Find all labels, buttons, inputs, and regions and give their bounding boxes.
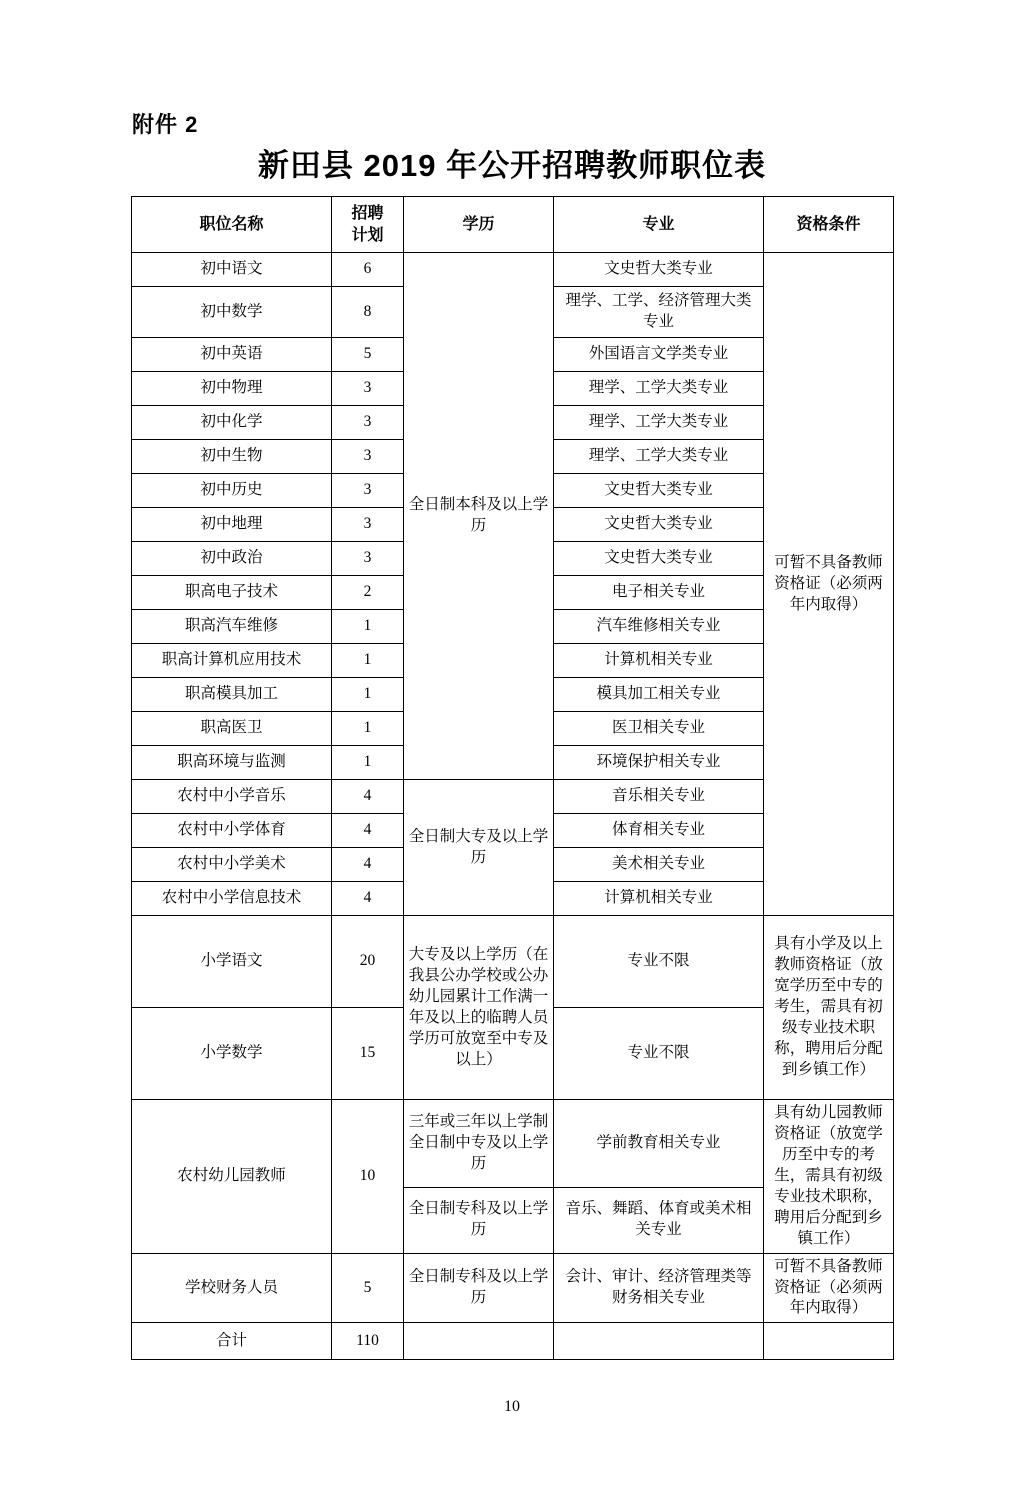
cell-position: 初中政治 xyxy=(132,542,332,576)
cell-major: 汽车维修相关专业 xyxy=(554,610,764,644)
cell-qualification-primary-cert: 具有小学及以上教师资格证（放宽学历至中专的考生，需具有初级专业技术职称，聘用后分配到乡镇工作） xyxy=(764,916,894,1100)
cell-major: 文史哲大类专业 xyxy=(554,474,764,508)
header-plan xyxy=(332,197,404,253)
page-title: 新田县 2019 年公开招聘教师职位表 xyxy=(257,148,767,183)
cell-position: 小学数学 xyxy=(132,1008,332,1100)
cell-education-finance: 全日制专科及以上学历 xyxy=(404,1253,554,1323)
cell-major: 音乐相关专业 xyxy=(554,780,764,814)
cell-major: 文史哲大类专业 xyxy=(554,542,764,576)
cell-major: 文史哲大类专业 xyxy=(554,253,764,287)
cell-position: 职高电子技术 xyxy=(132,576,332,610)
table-total-row xyxy=(132,1323,894,1360)
recruitment-position-table xyxy=(131,196,894,1360)
cell-education-kindergarten-college: 全日制专科及以上学历 xyxy=(404,1187,554,1253)
cell-position: 初中历史 xyxy=(132,474,332,508)
cell-major: 计算机相关专业 xyxy=(554,644,764,678)
cell-plan: 5 xyxy=(332,338,404,372)
cell-education-kindergarten-secondary: 三年或三年以上学制全日制中专及以上学历 xyxy=(404,1100,554,1187)
cell-plan: 3 xyxy=(332,372,404,406)
cell-position: 初中化学 xyxy=(132,406,332,440)
cell-position: 农村幼儿园教师 xyxy=(132,1100,332,1253)
cell-plan: 5 xyxy=(332,1253,404,1323)
cell-total-qualification xyxy=(764,1323,894,1360)
cell-major: 理学、工学、经济管理大类专业 xyxy=(554,287,764,338)
cell-major: 专业不限 xyxy=(554,916,764,1008)
cell-major: 体育相关专业 xyxy=(554,814,764,848)
cell-qualification-kindergarten-cert: 具有幼儿园教师资格证（放宽学历至中专的考生，需具有初级专业技术职称，聘用后分配到乡镇工作） xyxy=(764,1100,894,1253)
cell-plan: 4 xyxy=(332,848,404,882)
header-position: 职位名称 xyxy=(132,197,332,253)
cell-position: 职高环境与监测 xyxy=(132,746,332,780)
cell-qualification-finance-cert: 可暂不具备教师资格证（必须两年内取得） xyxy=(764,1253,894,1323)
cell-plan: 3 xyxy=(332,440,404,474)
cell-plan: 1 xyxy=(332,712,404,746)
cell-position: 职高计算机应用技术 xyxy=(132,644,332,678)
cell-major: 专业不限 xyxy=(554,1008,764,1100)
cell-plan: 10 xyxy=(332,1100,404,1253)
cell-plan: 1 xyxy=(332,644,404,678)
cell-plan: 3 xyxy=(332,406,404,440)
table-row xyxy=(132,253,894,287)
cell-position: 小学语文 xyxy=(132,916,332,1008)
cell-position: 职高医卫 xyxy=(132,712,332,746)
cell-plan: 2 xyxy=(332,576,404,610)
cell-position: 初中语文 xyxy=(132,253,332,287)
cell-total-label: 合计 xyxy=(132,1323,332,1360)
cell-position: 初中物理 xyxy=(132,372,332,406)
cell-position: 初中数学 xyxy=(132,287,332,338)
cell-major: 会计、审计、经济管理类等财务相关专业 xyxy=(554,1253,764,1323)
cell-position: 农村中小学美术 xyxy=(132,848,332,882)
cell-plan: 15 xyxy=(332,1008,404,1100)
table-row xyxy=(132,916,894,1008)
cell-major: 文史哲大类专业 xyxy=(554,508,764,542)
header-plan-line1: 招聘 xyxy=(351,205,384,222)
cell-plan: 1 xyxy=(332,678,404,712)
cell-education-bachelor: 全日制本科及以上学历 xyxy=(404,253,554,780)
cell-plan: 6 xyxy=(332,253,404,287)
cell-plan: 3 xyxy=(332,542,404,576)
header-education: 学历 xyxy=(404,197,554,253)
cell-total-value: 110 xyxy=(332,1323,404,1360)
cell-major: 理学、工学大类专业 xyxy=(554,406,764,440)
cell-position: 初中英语 xyxy=(132,338,332,372)
cell-position: 农村中小学信息技术 xyxy=(132,882,332,916)
cell-position: 学校财务人员 xyxy=(132,1253,332,1323)
cell-plan: 8 xyxy=(332,287,404,338)
cell-major: 音乐、舞蹈、体育或美术相关专业 xyxy=(554,1187,764,1253)
cell-total-major xyxy=(554,1323,764,1360)
cell-major: 计算机相关专业 xyxy=(554,882,764,916)
cell-plan: 1 xyxy=(332,746,404,780)
cell-major: 环境保护相关专业 xyxy=(554,746,764,780)
cell-position: 初中生物 xyxy=(132,440,332,474)
cell-qualification-teacher-cert-optional: 可暂不具备教师资格证（必须两年内取得） xyxy=(764,253,894,916)
cell-position: 初中地理 xyxy=(132,508,332,542)
cell-major: 美术相关专业 xyxy=(554,848,764,882)
cell-plan: 3 xyxy=(332,508,404,542)
cell-major: 学前教育相关专业 xyxy=(554,1100,764,1187)
cell-plan: 3 xyxy=(332,474,404,508)
cell-total-education xyxy=(404,1323,554,1360)
cell-position: 职高模具加工 xyxy=(132,678,332,712)
cell-major: 理学、工学大类专业 xyxy=(554,372,764,406)
header-qualification: 资格条件 xyxy=(764,197,894,253)
header-major: 专业 xyxy=(554,197,764,253)
cell-education-college: 全日制大专及以上学历 xyxy=(404,780,554,916)
cell-plan: 4 xyxy=(332,882,404,916)
attachment-label: 附件 2 xyxy=(132,112,199,137)
header-plan-line2: 计划 xyxy=(351,226,384,244)
cell-position: 农村中小学体育 xyxy=(132,814,332,848)
table-row xyxy=(132,1253,894,1323)
table-row xyxy=(132,1100,894,1187)
cell-plan: 4 xyxy=(332,814,404,848)
cell-position: 农村中小学音乐 xyxy=(132,780,332,814)
cell-position: 职高汽车维修 xyxy=(132,610,332,644)
cell-plan: 1 xyxy=(332,610,404,644)
cell-major: 医卫相关专业 xyxy=(554,712,764,746)
cell-education-primary: 大专及以上学历（在我县公办学校或公办幼儿园累计工作满一年及以上的临聘人员学历可放宽至中专及以上） xyxy=(404,916,554,1100)
table-header-row xyxy=(132,197,894,253)
cell-plan: 4 xyxy=(332,780,404,814)
cell-major: 理学、工学大类专业 xyxy=(554,440,764,474)
cell-major: 电子相关专业 xyxy=(554,576,764,610)
cell-major: 模具加工相关专业 xyxy=(554,678,764,712)
cell-plan: 20 xyxy=(332,916,404,1008)
cell-major: 外国语言文学类专业 xyxy=(554,338,764,372)
page-number: 10 xyxy=(504,1398,520,1415)
